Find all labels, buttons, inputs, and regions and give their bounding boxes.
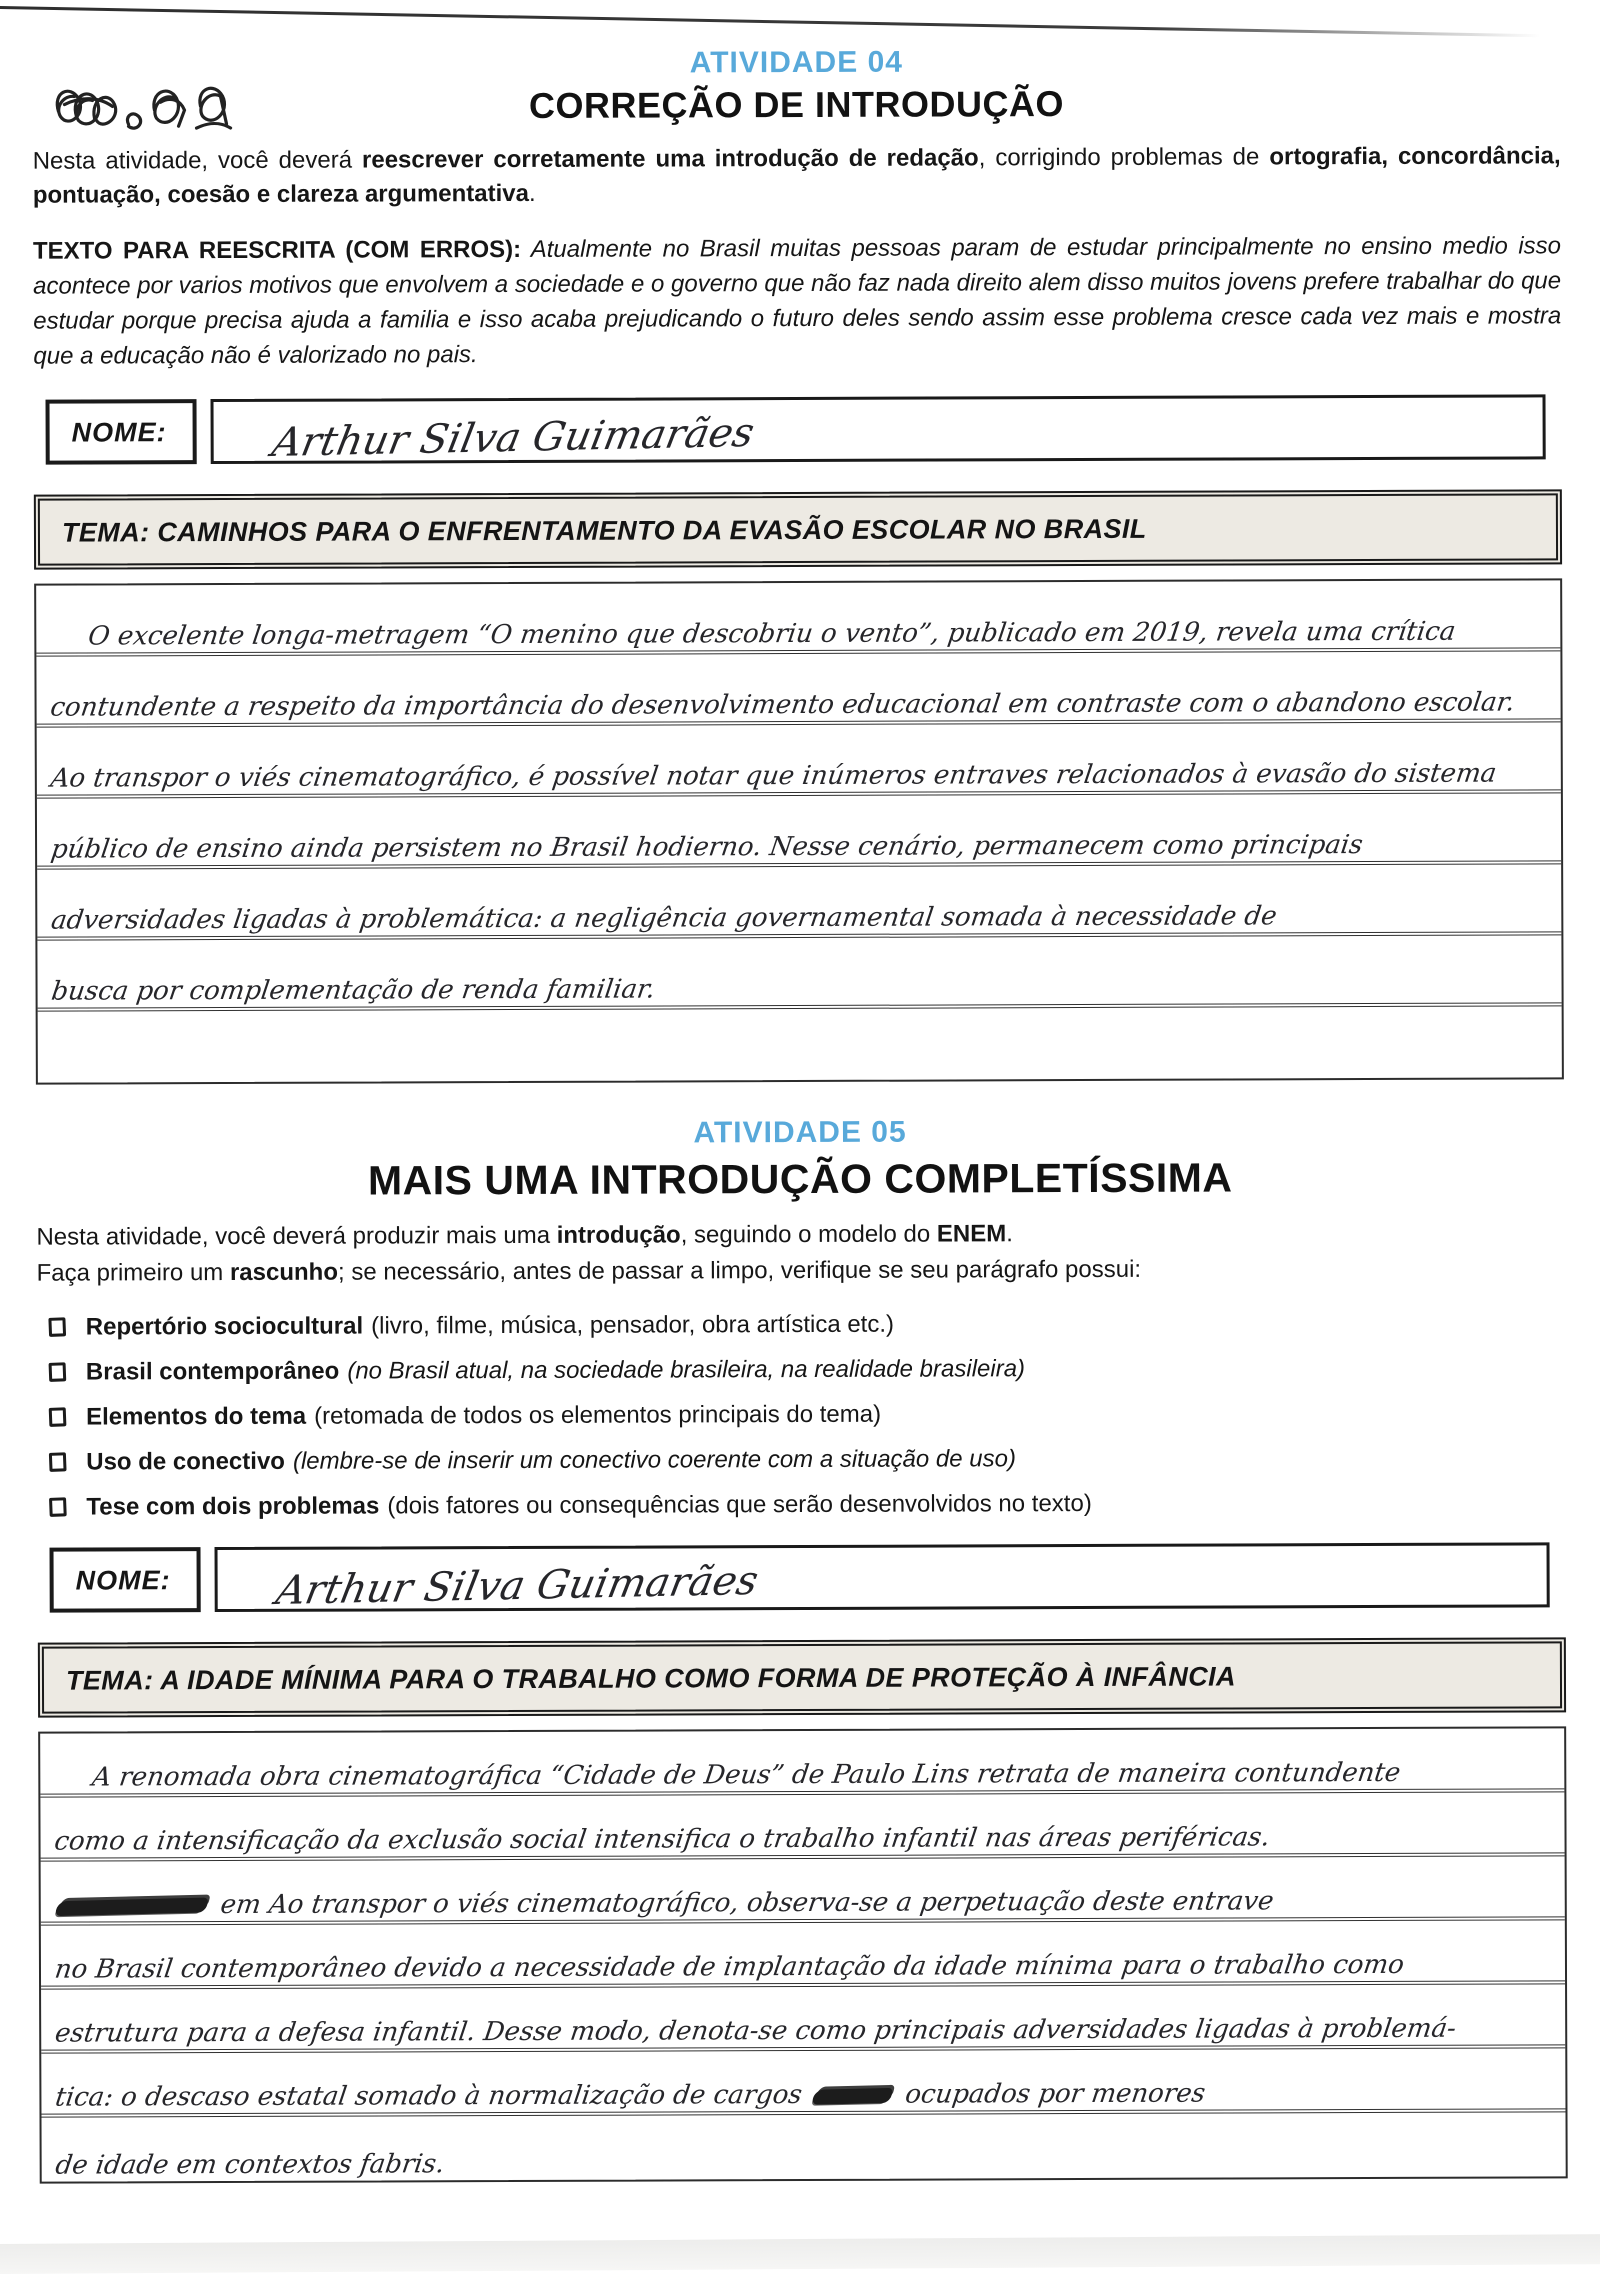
handwritten-name: Arthur Silva Guimarães bbox=[268, 410, 758, 467]
checklist-desc: (retomada de todos os elementos principais do tema) bbox=[314, 1401, 882, 1431]
checklist-desc: (no Brasil atual, na sociedade brasileira, na realidade brasileira) bbox=[347, 1355, 1026, 1385]
checkbox-icon bbox=[49, 1453, 67, 1473]
handwritten-text: adversidades ligadas à problemática: a negligência governamental somada à necessidade de bbox=[49, 901, 1279, 936]
handwritten-text: público de ensino ainda persistem no Brasil hodierno. Nesse cenário, permanecem como principais bbox=[49, 830, 1365, 865]
handwritten-text: de idade em contextos fabris. bbox=[53, 2149, 447, 2181]
worksheet-page bbox=[32, 43, 1567, 2184]
ruled-line bbox=[37, 794, 1561, 870]
ruled-line-empty bbox=[38, 1007, 1562, 1083]
name-field-row-05 bbox=[50, 1543, 1550, 1613]
rewrite-label: TEXTO PARA REESCRITA (COM ERROS): bbox=[32, 236, 522, 265]
pen-scribble-doodle bbox=[50, 66, 240, 167]
scan-bottom-shadow bbox=[0, 2234, 1600, 2274]
instruction-bold: ortografia, concordância, pontuação, coesão e clareza argumentativa bbox=[32, 142, 1561, 209]
ruled-line bbox=[41, 1857, 1565, 1926]
instruction-bold: introdução bbox=[556, 1221, 681, 1250]
writing-area-04 bbox=[34, 579, 1564, 1085]
ruled-line bbox=[41, 1921, 1565, 1990]
instruction-text: ; se necessário, antes de passar a limpo, verifique se seu parágrafo possui: bbox=[337, 1256, 1142, 1286]
handwritten-name: Arthur Silva Guimarães bbox=[272, 1558, 762, 1615]
handwritten-text: A renomada obra cinematográfica “Cidade de Deus” de Paulo Lins retrata de maneira contundente bbox=[90, 1758, 1403, 1793]
instruction-text: Faça primeiro um bbox=[36, 1259, 230, 1288]
name-label: NOME: bbox=[46, 399, 197, 465]
instruction-bold: ENEM bbox=[936, 1220, 1007, 1248]
ruled-line bbox=[42, 2113, 1566, 2182]
ruled-line bbox=[40, 1729, 1564, 1798]
handwritten-text: Ao transpor o viés cinematográfico, é possível notar que inúmeros entraves relacionados à evasão do sistema bbox=[48, 758, 1499, 794]
crossed-out-scribble bbox=[55, 1898, 209, 1917]
ruled-line bbox=[40, 1793, 1564, 1862]
tema-bar-05: TEMA: A IDADE MÍNIMA PARA O TRABALHO COMO FORMA DE PROTEÇÃO À INFÂNCIA bbox=[38, 1638, 1566, 1718]
checklist-desc: (lembre-se de inserir um conectivo coerente com a situação de uso) bbox=[292, 1445, 1016, 1476]
ruled-line bbox=[36, 652, 1560, 728]
activity-04-header bbox=[32, 43, 1560, 128]
checklist-desc: (dois fatores ou consequências que serão desenvolvidos no texto) bbox=[387, 1490, 1092, 1520]
activity-05-title: MAIS UMA INTRODUÇÃO COMPLETÍSSIMA bbox=[367, 1154, 1233, 1204]
checklist-item bbox=[49, 1309, 1565, 1342]
activity-04-instructions bbox=[33, 139, 1561, 212]
activity-05-header bbox=[36, 1114, 1564, 1206]
handwritten-text: em Ao transpor o viés cinematográfico, observa-se a perpetuação deste entrave bbox=[218, 1886, 1276, 1921]
checklist-item bbox=[49, 1354, 1565, 1387]
name-write-line bbox=[215, 1543, 1550, 1613]
name-field-row-04 bbox=[46, 395, 1546, 465]
writing-area-05 bbox=[38, 1727, 1568, 2184]
handwritten-text: estrutura para a defesa infantil. Desse modo, denota-se como principais adversidades ligadas à problemá- bbox=[53, 2014, 1458, 2049]
checklist-item bbox=[49, 1399, 1565, 1432]
scan-edge-artifact bbox=[0, 6, 1540, 37]
handwritten-text: O excelente longa-metragem “O menino que descobriu o vento”, publicado em 2019, revela uma crítica bbox=[86, 617, 1458, 652]
checklist-label: Elementos do tema bbox=[86, 1403, 307, 1431]
checklist-item bbox=[49, 1489, 1565, 1522]
checklist-label: Tese com dois problemas bbox=[86, 1492, 380, 1521]
rewrite-source-paragraph bbox=[33, 229, 1561, 374]
ruled-line bbox=[37, 723, 1561, 799]
ruled-line bbox=[41, 1985, 1565, 2054]
ruled-line bbox=[36, 581, 1560, 657]
instruction-text: . bbox=[528, 179, 536, 208]
checklist-label: Brasil contemporâneo bbox=[85, 1357, 340, 1386]
ruled-line bbox=[37, 936, 1561, 1012]
activity-04-title: CORREÇÃO DE INTRODUÇÃO bbox=[528, 83, 1065, 126]
tema-bar-04: TEMA: CAMINHOS PARA O ENFRENTAMENTO DA EVASÃO ESCOLAR NO BRASIL bbox=[34, 490, 1562, 570]
name-label: NOME: bbox=[50, 1547, 201, 1613]
instruction-text: Nesta atividade, você deverá bbox=[32, 146, 363, 175]
handwritten-text: no Brasil contemporâneo devido a necessidade de implantação da idade mínima para o trabalho como bbox=[52, 1950, 1406, 1985]
instruction-bold: reescrever corretamente uma introdução de redação bbox=[361, 144, 979, 174]
rewrite-error-text: Atualmente no Brasil muitas pessoas param de estudar principalmente no ensino medio isso acontece por varios motivos que envolvem a sociedade e o governo que não faz nada direito alem disso muitos jovens prefere trabalhar do que estudar porque precisa ajuda a familia e isso acaba prejudicando o futuro deles sendo assim esse problema cresce cada vez mais e mostra que a educação não é valorizado no pais. bbox=[33, 232, 1562, 370]
instruction-text: , corrigindo problemas de bbox=[978, 143, 1270, 172]
ruled-line bbox=[37, 865, 1561, 941]
name-write-line bbox=[211, 395, 1546, 465]
handwritten-text: como a intensificação da exclusão social intensifica o trabalho infantil nas áreas periféricas. bbox=[52, 1822, 1272, 1857]
handwritten-text: contundente a respeito da importância do desenvolvimento educacional em contraste com o abandono escolar. bbox=[48, 687, 1517, 723]
activity-05-badge: ATIVIDADE 05 bbox=[693, 1115, 907, 1150]
checkbox-icon bbox=[48, 1318, 66, 1338]
handwritten-text: ocupados por menores bbox=[903, 2078, 1208, 2110]
checklist-desc: (livro, filme, música, pensador, obra artística etc.) bbox=[371, 1311, 895, 1340]
crossed-out-scribble bbox=[812, 2088, 894, 2105]
instruction-text: , seguindo o modelo do bbox=[680, 1220, 937, 1249]
ruled-line bbox=[41, 2049, 1565, 2118]
checklist-label: Repertório sociocultural bbox=[85, 1312, 364, 1341]
activity-04-badge: ATIVIDADE 04 bbox=[689, 45, 903, 80]
checkbox-icon bbox=[49, 1363, 67, 1383]
checkbox-icon bbox=[49, 1408, 67, 1428]
checklist-label: Uso de conectivo bbox=[86, 1448, 285, 1476]
instruction-text: . bbox=[1006, 1220, 1013, 1248]
activity-05-instructions bbox=[36, 1215, 1564, 1292]
checklist-item bbox=[49, 1444, 1565, 1477]
instruction-bold: rascunho bbox=[229, 1258, 339, 1287]
handwritten-text: tica: o descaso estatal somado à normalização de cargos bbox=[53, 2080, 804, 2113]
handwritten-text: busca por complementação de renda familiar. bbox=[49, 974, 657, 1007]
instruction-text: Nesta atividade, você deverá produzir mais uma bbox=[36, 1222, 557, 1252]
paragraph-checklist bbox=[37, 1309, 1566, 1522]
checkbox-icon bbox=[49, 1498, 67, 1518]
